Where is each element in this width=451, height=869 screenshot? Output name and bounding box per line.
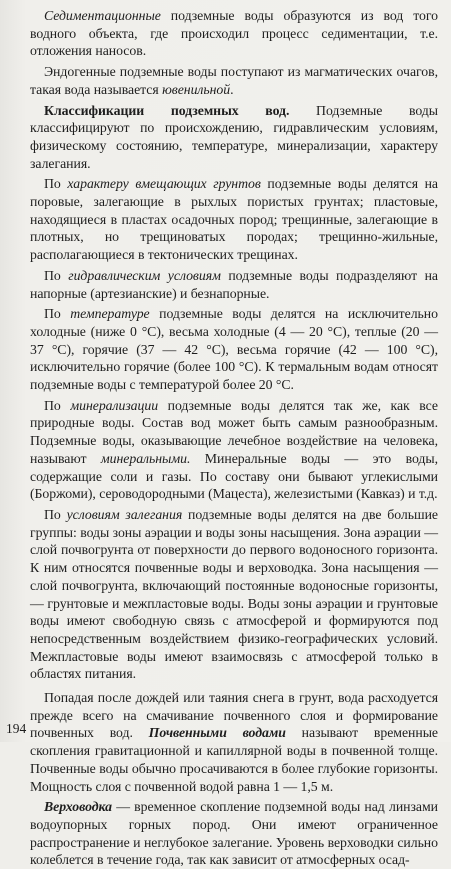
emphasized-text: Почвенными водами: [148, 725, 286, 741]
text-run: подземные воды делятся на исключительно холодные (ниже 0 °C), весьма холодные (4 — 20 °C), теплые (20 — 37 °C), горячие (37 — 42 °C), весьма горячие (42 — 100 °C), исключительно горячие (более 100 °C). К термальным водам относят подземные воды с температурой более 20 °C.: [30, 306, 438, 393]
paragraph: [30, 506, 438, 683]
text-run: По: [44, 506, 67, 522]
text-run: подземные воды делятся на поровые, залегающие в рыхлых пористых грунтах; пластовые, находящиеся в пластах осадочных пород; трещинные, залегающие в плотных, но трещиноватых породах; трещинно-жильные, располагающиеся в тектонических трещинах.: [30, 176, 438, 263]
text-run: По: [44, 267, 69, 283]
emphasized-text: условиям залегания: [66, 506, 183, 522]
emphasized-text: Седиментационные: [44, 8, 161, 23]
emphasized-text: Классификации подземных вод.: [44, 102, 290, 118]
text-run: Подземные воды классифицируют по происхождению, гидравлическим условиям, физическому состоянию, температуре, минерализации, характеру залегания.: [30, 102, 438, 171]
paragraph: [30, 798, 438, 869]
text-run: подземные воды делятся так же, как все природные воды. Состав вод может быть самым разнообразным. Подземные воды, оказывающие лечебное воздействие на человека, называют: [30, 397, 438, 466]
text-run: подземные воды подразделяют на напорные (артезианские) и безнапорные.: [30, 267, 438, 301]
emphasized-text: температуре: [70, 306, 150, 322]
text-run: По: [44, 176, 68, 192]
text-run: По: [44, 397, 71, 413]
text-run: подземные воды образуются из вод того водного объекта, где происходил процесс седиментации, т.е. отложения наносов.: [30, 8, 438, 59]
text-run: По: [44, 306, 71, 322]
emphasized-text: минерализации: [70, 397, 159, 413]
emphasized-text: Верховодка: [44, 799, 112, 815]
text-run: Попадая после дождей или таяния снега в грунт, вода расходуется прежде всего на смачивание почвенного слоя и формирование почвенных вод.: [30, 690, 438, 741]
paragraph: [30, 7, 438, 60]
emphasized-text: минеральными.: [100, 450, 191, 466]
emphasized-text: ювенильной: [162, 81, 231, 97]
page-number: 194: [6, 721, 27, 736]
text-run: — временное скопление подземной воды над линзами водоупорных горных пород. Они имеют ограниченное распространение и неглубокое залегание. Уровень верховодки сильно колеблется в течение года, так как зависит от атмосферных осад-: [30, 799, 438, 868]
paragraph: [30, 175, 438, 264]
paragraph: [30, 397, 438, 503]
emphasized-text: характеру вмещающих грунтов: [67, 176, 261, 192]
emphasized-text: гидравлическим условиям: [68, 267, 221, 283]
text-run: Минеральные воды — это воды, содержащие соли и газы. По составу они бывают углекислыми (Боржоми), сероводородными (Мацеста), железистыми (Кавказ) и т.д.: [30, 450, 438, 502]
paragraph: [30, 63, 438, 98]
text-run: .: [230, 81, 234, 97]
text-run: подземные воды делятся на две большие группы: воды зоны аэрации и воды зоны насыщения. Зона аэрации — слой почвогрунта от поверхности до первого водоносного горизонта. К ним относятся почвенные воды и верховодка. Зона насыщения — слой почвогрунта, включающий постоянные водоносные горизонты, — грунтовые и межпластовые воды. Воды зоны аэрации и грунтовые воды имеют свободную связь с атмосферой и формируются под непосредственным воздействием физико-географических условий. Межпластовые воды имеют взаимосвязь с атмосферой только в областях питания.: [30, 506, 438, 682]
text-run: Эндогенные подземные воды поступают из магматических очагов, такая вода называется: [30, 64, 438, 97]
paragraph: [30, 305, 438, 394]
paragraph: [30, 689, 438, 795]
text-run: называют временные скопления гравитационной и капиллярной воды в почвенной толще. Почвенные воды обычно просачиваются в более глубокие горизонты. Мощность слоя с почвенной водой равна 1 — 1,5 м.: [30, 725, 438, 794]
paragraph: [30, 267, 438, 302]
paragraph: [30, 102, 438, 173]
body-text: [30, 7, 438, 869]
